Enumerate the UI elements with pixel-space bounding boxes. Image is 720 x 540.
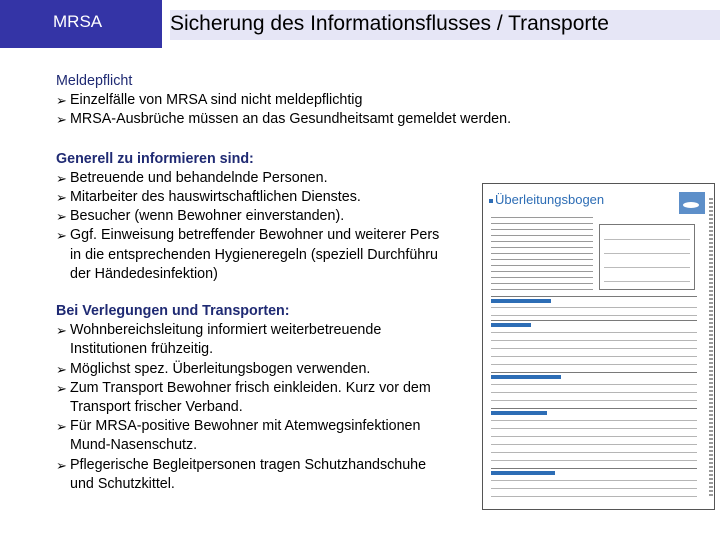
bullet-item: ➢ Betreuende und behandelnde Personen. [56,169,716,188]
ueberleitungsbogen-form-image [482,183,715,510]
form-section-title [491,299,551,303]
form-section-title [491,375,561,379]
section-heading-meldepflicht: Meldepflicht [56,73,133,89]
header-bar [0,0,720,48]
form-section-title [491,471,555,475]
bullet-continuation: und Schutzkittel. [70,475,175,492]
bullet-continuation: Mund-Nasenschutz. [70,437,198,454]
bullet-continuation: in die entsprechenden Hygieneregeln (speziell Durchführu [70,246,438,263]
form-intro-text [491,214,593,294]
form-divider [491,408,697,409]
bullet-item: ➢ Möglichst spez. Überleitungsbogen verwenden. [56,360,716,379]
form-rows [491,417,697,465]
page-title: Sicherung des Informationsflusses / Transporte [170,12,609,35]
bullet-item: ➢ Pflegerische Begleitpersonen tragen Schutzhandschuhe [56,456,716,475]
title-bar [170,10,720,40]
topic-tag-label: MRSA [53,12,103,31]
form-divider [491,372,697,373]
bullet-item: ➢ Für MRSA-positive Bewohner mit Atemwegsinfektionen [56,417,716,436]
form-divider [491,320,697,321]
form-stamp-box [599,224,695,290]
topic-tag [0,0,162,48]
form-rows [491,477,697,501]
bullet-item: ➢ Zum Transport Bewohner frisch einkleiden. Kurz vor dem [56,379,716,398]
bullet-continuation: Transport frischer Verband. [70,399,243,416]
bullet-item: ➢ MRSA-Ausbrüche müssen an das Gesundheitsamt gemeldet werden. [56,110,716,129]
form-rows [491,329,697,369]
bullet-item: ➢ Einzelfälle von MRSA sind nicht meldepflichtig [56,91,716,110]
form-divider [491,468,697,469]
bullet-item: ➢ Mitarbeiter des hauswirtschaftlichen Dienstes. [56,188,716,207]
bullet-continuation: Institutionen frühzeitig. [70,341,214,358]
form-rows [491,304,697,318]
section-heading-generell: Generell zu informieren sind: [56,150,254,167]
bullet-item: ➢ Besucher (wenn Bewohner einverstanden). [56,207,716,226]
bullet-item: ➢ Wohnbereichsleitung informiert weiterbetreuende [56,321,716,340]
form-rows [491,381,697,405]
logo-icon [679,192,705,214]
form-image-heading: Überleitungsbogen [489,192,604,207]
form-section-title [491,323,531,327]
form-divider [491,296,697,297]
section-heading-verlegungen: Bei Verlegungen und Transporten: [56,303,290,320]
form-margin-text [709,198,713,498]
form-section-title [491,411,547,415]
bullet-continuation: der Händedesinfektion) [70,265,218,282]
bullet-item: ➢ Ggf. Einweisung betreffender Bewohner und weiterer Pers [56,226,716,245]
